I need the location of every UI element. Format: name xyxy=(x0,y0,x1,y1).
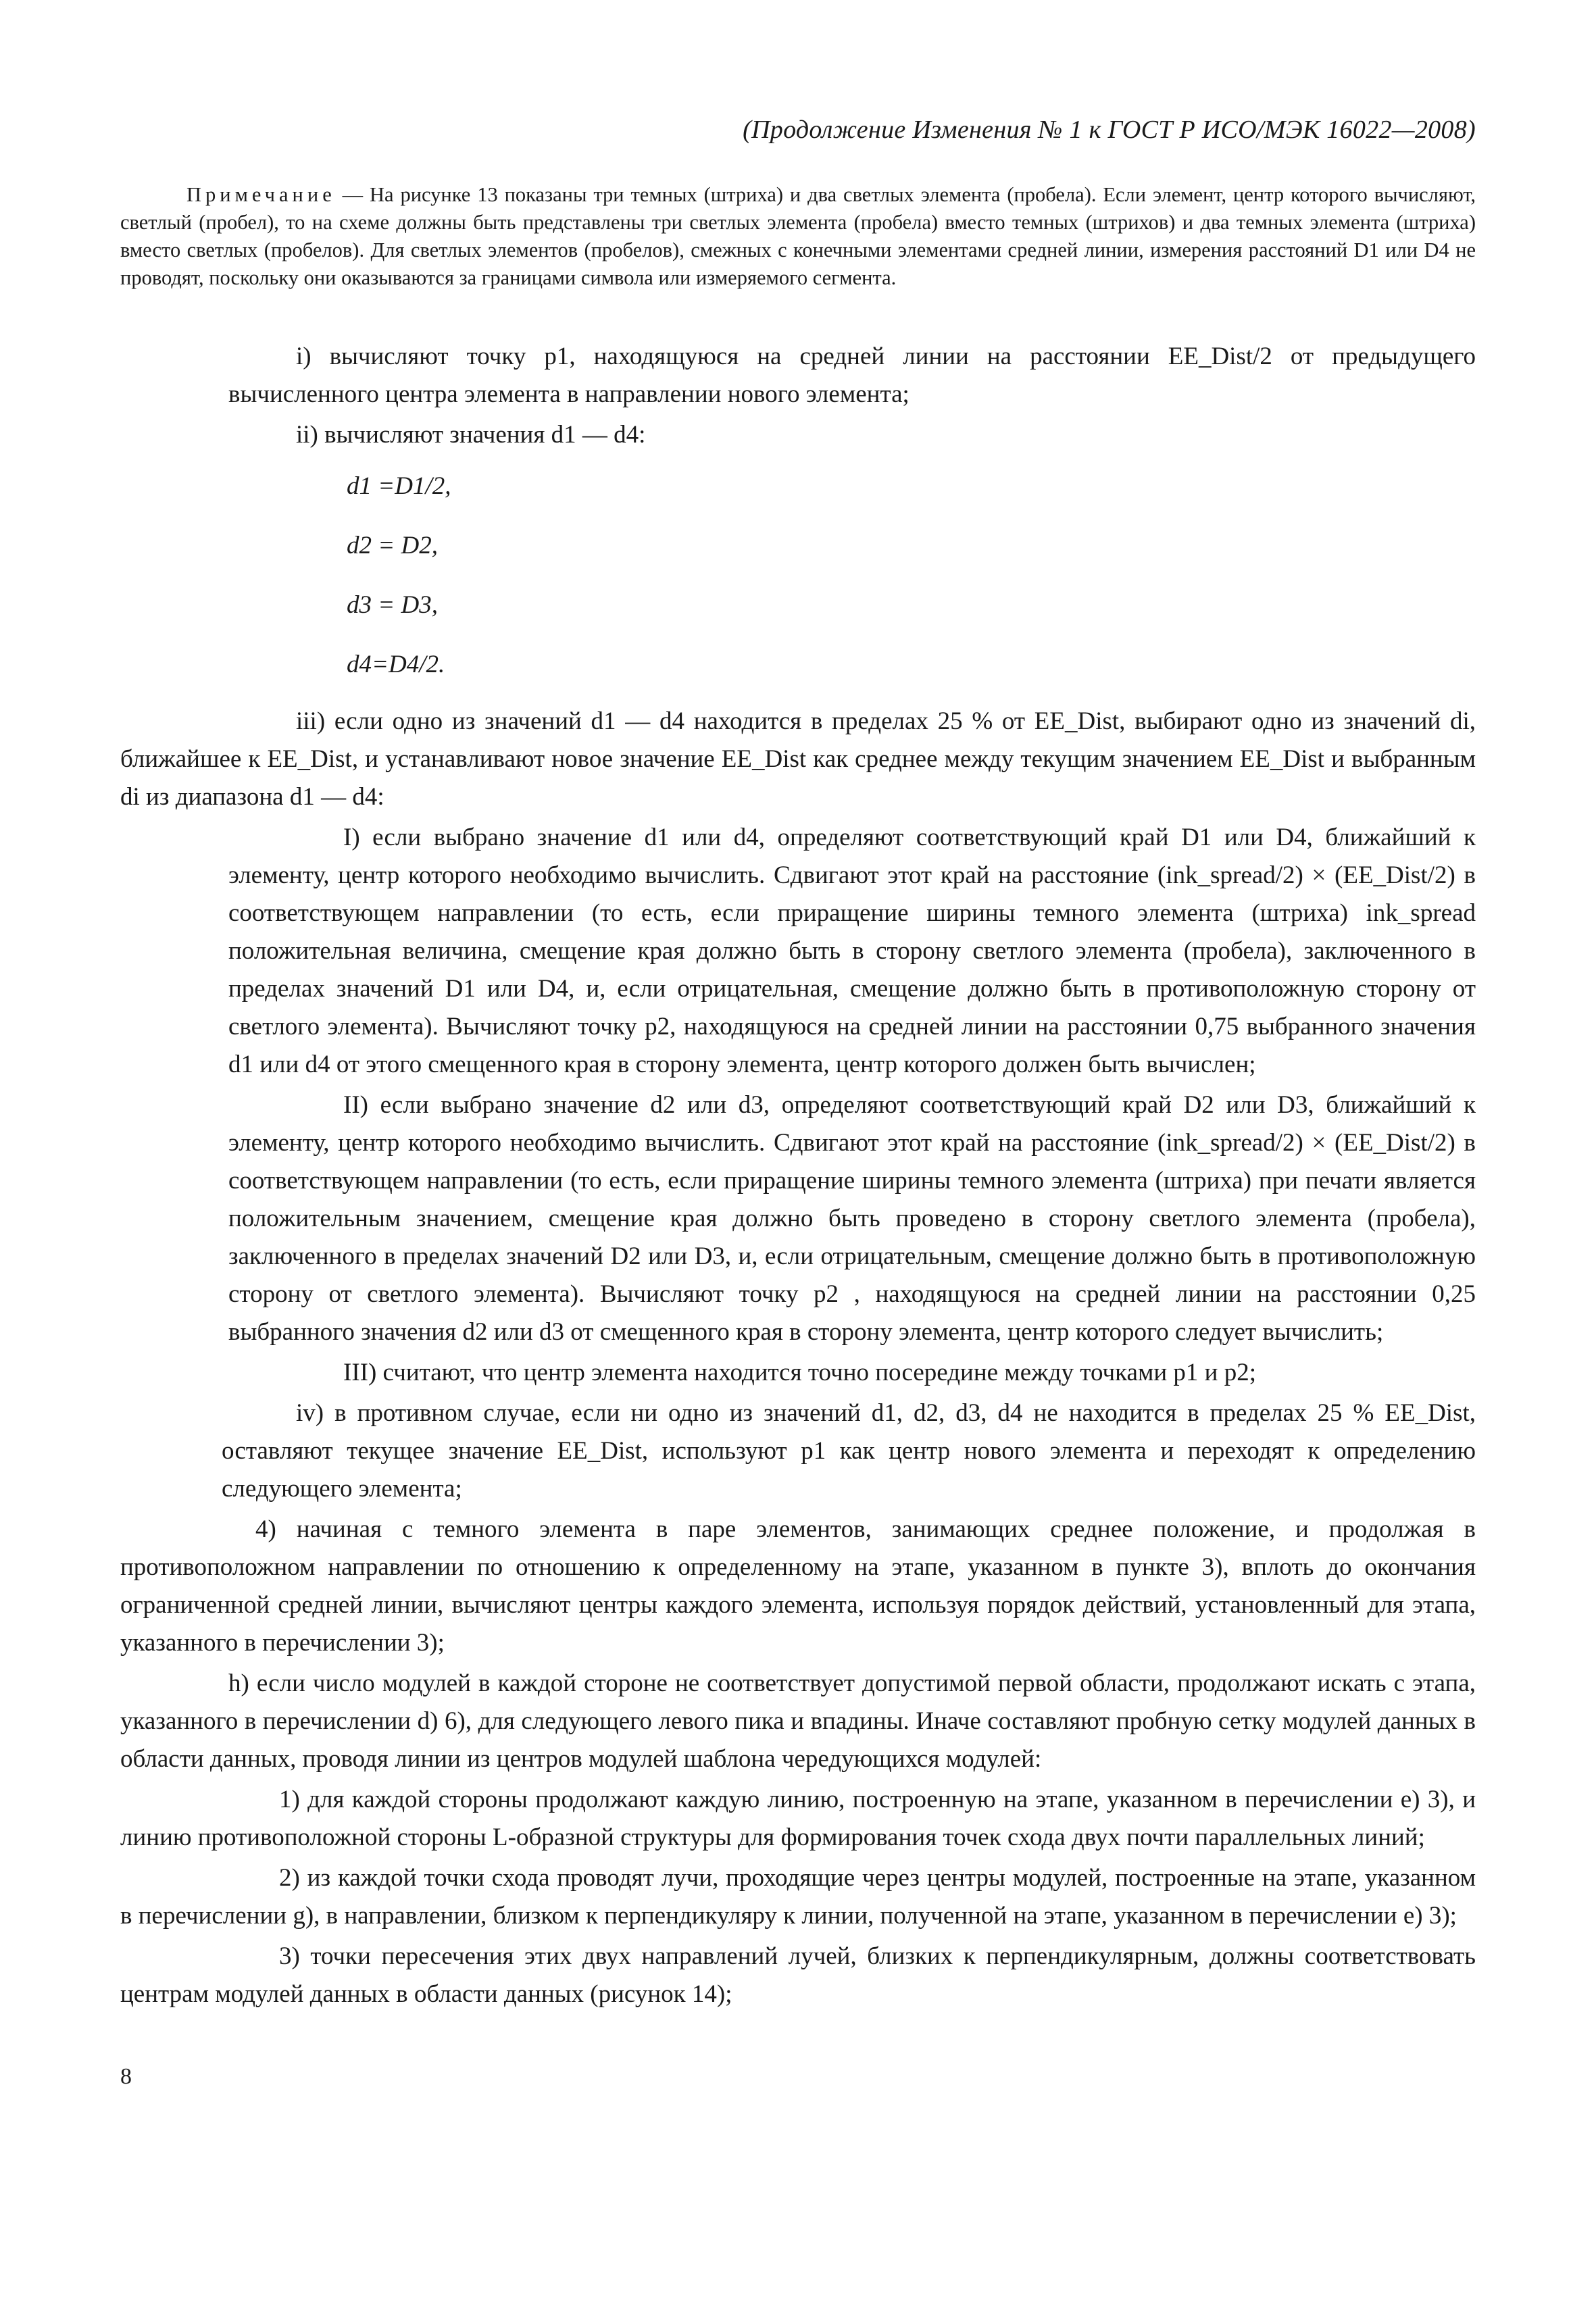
step-h-3: 3) точки пересечения этих двух направлений лучей, близких к перпендикулярным, должны соответствовать центрам модулей данных в области данных (рисунок 14); xyxy=(120,1942,1476,2008)
note-text: — На рисунке 13 показаны три темных (штриха) и два светлых элемента (пробела). Если элемент, центр которого вычисляют, светлый (пробел), то на схеме должны быть представлены три светлых элемента (пробела) вместо темных (штрихов) и два темных элемента (штриха) вместо светлых (пробелов). Для светлых элементов (пробелов), смежных с конечными элементами средней линии, измерения расстояний D1 или D4 не проводят, поскольку они оказываются за границами символа или измеряемого сегмента. xyxy=(120,183,1476,289)
step-iii-II: II) если выбрано значение d2 или d3, определяют соответствующий край D2 или D3, ближайший к элементу, центр которого необходимо вычислить. Сдвигают этот край на расстояние (ink_spread/2) × (EE_Dist/2) в соответствующем направлении (то есть, если приращение ширины темного элемента (штриха) при печати является положительным значением, смещение края должно быть проведено в сторону светлого элемента (пробела), заключенного в пределах значений D2 или D3, и, если отрицательным, смещение должно быть в противоположную сторону от светлого элемента). Вычисляют точку p2 , находящуюся на средней линии на расстоянии 0,25 выбранного значения d2 или d3 от смещенного края в сторону элемента, центр которого следует вычислить; xyxy=(228,1091,1476,1346)
step-iv: iv) в противном случае, если ни одно из значений d1, d2, d3, d4 не находится в пределах 25 % EE_Dist, оставляют текущее значение EE_Dist, используют p1 как центр нового элемента и переходят к определению следующего элемента; xyxy=(222,1399,1476,1503)
step-iii-I: I) если выбрано значение d1 или d4, определяют соответствующий край D1 или D4, ближайший к элементу, центр которого необходимо вычислить. Сдвигают этот край на расстояние (ink_spread/2) × (EE_Dist/2) в соответствующем направлении (то есть, если приращение ширины темного элемента (штриха) ink_spread положительная величина, смещение края должно быть в сторону светлого элемента (пробела), заключенного в пределах значений D1 или D4, и, если отрицательная, смещение должно быть в противоположную сторону от светлого элемента). Вычисляют точку p2, находящуюся на средней линии на расстоянии 0,75 выбранного значения d1 или d4 от этого смещенного края в сторону элемента, центр которого должен быть вычислен; xyxy=(228,824,1476,1078)
formula-d4: d4=D4/2. xyxy=(347,651,445,678)
step-h: h) если число модулей в каждой стороне не соответствует допустимой первой области, продолжают искать с этапа, указанного в перечислении d) 6), для следующего левого пика и впадины. Иначе составляют пробную сетку модулей данных в области данных, проводя линии из центров модулей шаблона чередующихся модулей: xyxy=(120,1669,1476,1773)
main-text xyxy=(120,338,1476,2016)
page-number: 8 xyxy=(120,2064,132,2089)
note-label: Примечание xyxy=(186,183,336,206)
step-iii: iii) если одно из значений d1 — d4 находится в пределах 25 % от EE_Dist, выбирают одно из значений di, ближайшее к EE_Dist, и устанавливают новое значение EE_Dist как среднее между текущим значением EE_Dist и выбранным di из диапазона d1 — d4: xyxy=(120,707,1476,811)
running-header: (Продолжение Изменения № 1 к ГОСТ Р ИСО/МЭК 16022—2008) xyxy=(743,116,1476,144)
step-h-1: 1) для каждой стороны продолжают каждую линию, построенную на этапе, указанном в перечислении е) 3), и линию противоположной стороны L-образной структуры для формирования точек схода двух почти параллельных линий; xyxy=(120,1786,1476,1851)
step-4: 4) начиная с темного элемента в паре элементов, занимающих среднее положение, и продолжая в противоположном направлении по отношению к определенному на этапе, указанном в пункте 3), вплоть до окончания ограниченной средней линии, вычисляют центры каждого элемента, используя порядок действий, установленный для этапа, указанного в перечислении 3); xyxy=(120,1515,1476,1657)
formula-d3: d3 = D3, xyxy=(347,591,438,619)
step-ii: ii) вычисляют значения d1 — d4: xyxy=(296,421,646,449)
step-h-2: 2) из каждой точки схода проводят лучи, проходящие через центры модулей, построенные на этапе, указанном в перечислении g), в направлении, близком к перпендикуляру к линии, полученной на этапе, указанном в перечислении е) 3); xyxy=(120,1864,1476,1930)
formula-d1: d1 =D1/2, xyxy=(347,472,451,500)
step-iii-III: III) считают, что центр элемента находится точно посередине между точками p1 и p2; xyxy=(343,1359,1256,1386)
formula-d2: d2 = D2, xyxy=(347,532,438,559)
note-block xyxy=(120,181,1476,292)
note-paragraph xyxy=(120,181,1476,292)
step-i: i) вычисляют точку p1, находящуюся на средней линии на расстоянии EE_Dist/2 от предыдущего вычисленного центра элемента в направлении нового элемента; xyxy=(228,343,1476,408)
